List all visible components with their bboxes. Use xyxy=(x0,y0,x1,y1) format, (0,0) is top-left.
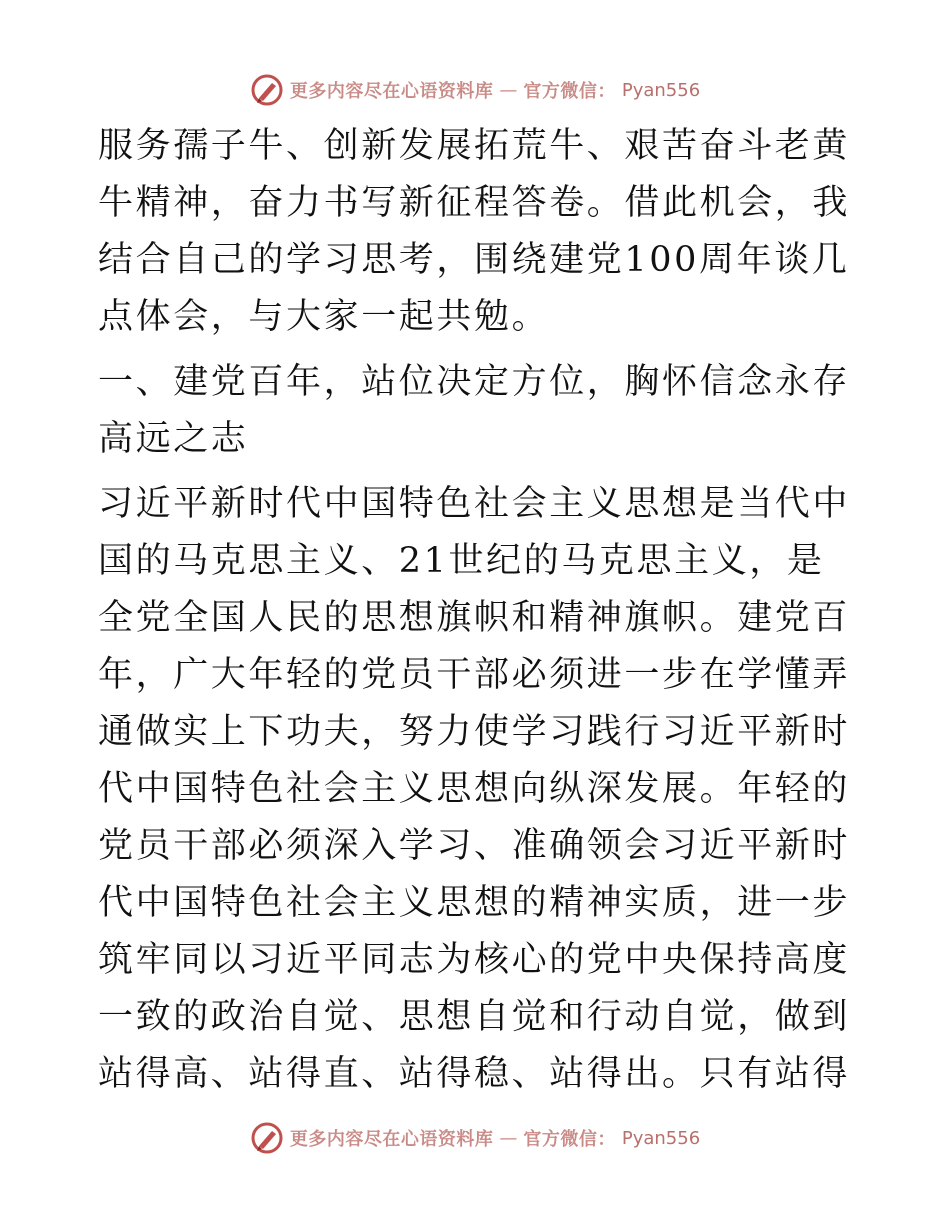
watermark-separator: — xyxy=(499,1127,518,1149)
pen-circle-logo-icon xyxy=(250,73,284,107)
paragraph-intro: 服务孺子牛、创新发展拓荒牛、艰苦奋斗老黄牛精神，奋力书写新征程答卷。借此机会，我结合自己的学习思考，围绕建党100周年谈几点体会，与大家一起共勉。 xyxy=(98,126,851,337)
header-watermark xyxy=(0,70,950,110)
watermark-separator: — xyxy=(499,79,518,101)
watermark-wechat-id: Pyan556 xyxy=(621,1127,701,1149)
document-body xyxy=(98,118,858,1103)
watermark-brand: 更多内容尽在心语资料库 xyxy=(289,1129,494,1150)
watermark-brand: 更多内容尽在心语资料库 xyxy=(289,81,494,102)
watermark-wechat-id: Pyan556 xyxy=(621,79,701,101)
footer-watermark xyxy=(0,1118,950,1158)
paragraph-body: 习近平新时代中国特色社会主义思想是当代中国的马克思主义、21世纪的马克思主义，是全党全国人民的思想旗帜和精神旗帜。建党百年，广大年轻的党员干部必须进一步在学懂弄通做实上下功夫，努力使学习践行习近平新时代中国特色社会主义思想向纵深发展。年轻的党员干部必须深入学习、准确领会习近平新时代中国特色社会主义思想的精神实质，进一步筑牢同以习近平同志为核心的党中央保持高度一致的政治自觉、思想自觉和行动自觉，做到站得高、站得直、站得稳、站得出。只有站得 xyxy=(98,484,851,1094)
pen-circle-logo-icon xyxy=(250,1121,284,1155)
section-heading: 一、建党百年，站位决定方位，胸怀信念永存高远之志 xyxy=(98,362,851,459)
watermark-wechat-label: 官方微信： xyxy=(523,1129,616,1150)
watermark-wechat-label: 官方微信： xyxy=(523,81,616,102)
